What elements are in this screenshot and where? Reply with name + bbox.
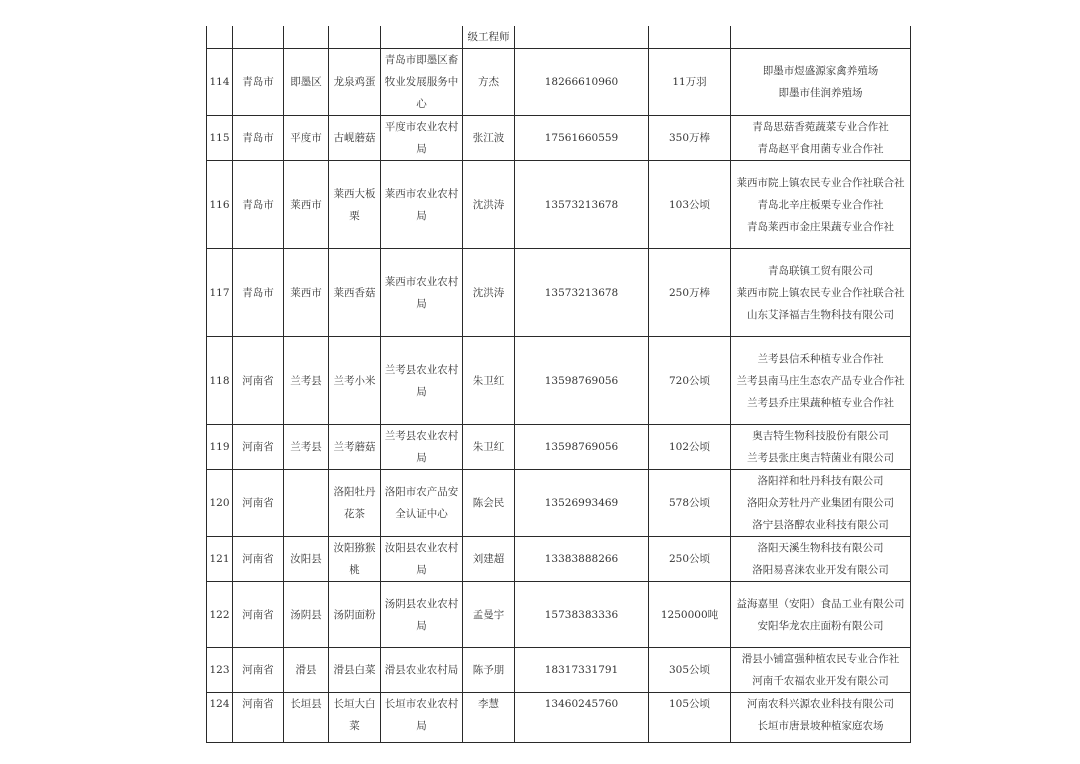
table-cell (515, 26, 649, 49)
entity-name: 青岛北辛庄板栗专业合作社 (757, 198, 884, 211)
entity-name: 滑县小铺富强种植农民专业合作社 (741, 653, 900, 665)
product-cell: 汤阴面粉 (329, 582, 381, 648)
contact-cell: 李慧 (463, 693, 515, 743)
province-cell: 青岛市 (233, 161, 284, 249)
product-cell: 长垣大白菜 (329, 693, 381, 743)
row-number: 114 (207, 49, 233, 116)
table-row (207, 337, 911, 425)
table-cell (381, 26, 463, 49)
contact-cell: 沈洪涛 (463, 161, 515, 249)
entities-cell (731, 337, 911, 425)
province-cell: 青岛市 (233, 49, 284, 116)
entities-cell (731, 249, 911, 337)
org-cell: 洛阳市农产品安全认证中心 (381, 470, 463, 537)
org-cell: 莱西市农业农村局 (381, 161, 463, 249)
table-cell (329, 26, 381, 49)
org-cell: 兰考县农业农村局 (381, 425, 463, 470)
contact-cell: 陈予朋 (463, 648, 515, 693)
province-cell: 青岛市 (233, 116, 284, 161)
phone-cell: 13598769056 (515, 425, 649, 470)
entity-name: 青岛联镇工贸有限公司 (768, 264, 873, 277)
entities-cell (731, 116, 911, 161)
entity-name: 山东艾泽福吉生物科技有限公司 (747, 308, 894, 321)
phone-cell: 13460245760 (515, 693, 649, 743)
row-number: 121 (207, 537, 233, 582)
province-cell: 河南省 (233, 425, 284, 470)
product-cell: 莱西香菇 (329, 249, 381, 337)
org-cell: 汤阴县农业农村局 (381, 582, 463, 648)
row-number: 124 (207, 693, 233, 743)
entity-name: 青岛思菇香菀蔬菜专业合作社 (752, 121, 889, 133)
row-number: 122 (207, 582, 233, 648)
row-number: 119 (207, 425, 233, 470)
contact-cell: 刘建超 (463, 537, 515, 582)
entity-name: 兰考县张庄奥吉特菌业有限公司 (747, 452, 894, 464)
county-cell: 兰考县 (284, 337, 329, 425)
table-row (207, 537, 911, 582)
province-cell: 河南省 (233, 648, 284, 693)
scale-cell: 250公顷 (649, 537, 731, 582)
table-cell (233, 26, 284, 49)
product-cell: 汝阳猕猴桃 (329, 537, 381, 582)
entity-name: 兰考县信禾种植专业合作社 (757, 352, 884, 365)
product-cell: 兰考蘑菇 (329, 425, 381, 470)
county-cell: 莱西市 (284, 161, 329, 249)
county-cell: 兰考县 (284, 425, 329, 470)
entity-name: 洛阳祥和牡丹科技有限公司 (757, 475, 884, 487)
table-cell (649, 26, 731, 49)
entity-name: 莱西市院上镇农民专业合作社联合社 (736, 286, 905, 299)
table-row (207, 161, 911, 249)
entities-cell (731, 49, 911, 116)
product-cell: 滑县白菜 (329, 648, 381, 693)
entities-cell (731, 693, 911, 743)
entity-name: 兰考县乔庄果蔬种植专业合作社 (747, 396, 894, 409)
table-cell (284, 26, 329, 49)
org-cell: 汝阳县农业农村局 (381, 537, 463, 582)
entity-name: 益海嘉里（安阳）食品工业有限公司 (736, 597, 905, 610)
product-cell: 兰考小米 (329, 337, 381, 425)
entities-cell (731, 425, 911, 470)
table-row (207, 116, 911, 161)
county-cell: 汤阴县 (284, 582, 329, 648)
phone-cell: 13383888266 (515, 537, 649, 582)
county-cell: 汝阳县 (284, 537, 329, 582)
scale-cell: 720公顷 (649, 337, 731, 425)
entity-name: 即墨市煜盛源家禽养殖场 (762, 65, 879, 77)
entity-name: 莱西市院上镇农民专业合作社联合社 (736, 176, 905, 189)
phone-cell: 15738383336 (515, 582, 649, 648)
product-cell: 古岘蘑菇 (329, 116, 381, 161)
entity-name: 奥吉特生物科技股份有限公司 (752, 430, 889, 442)
table-cell (731, 26, 911, 49)
phone-cell: 17561660559 (515, 116, 649, 161)
county-cell: 平度市 (284, 116, 329, 161)
row-number: 118 (207, 337, 233, 425)
province-cell: 河南省 (233, 470, 284, 537)
entity-name: 洛阳易喜涞农业开发有限公司 (752, 564, 889, 576)
table-cell (207, 26, 233, 49)
county-cell: 长垣县 (284, 693, 329, 743)
org-cell: 长垣市农业农村局 (381, 693, 463, 743)
contact-cell: 沈洪涛 (463, 249, 515, 337)
table-row (207, 470, 911, 537)
entity-name: 青岛莱西市金庄果蔬专业合作社 (747, 220, 894, 233)
phone-cell: 13573213678 (515, 161, 649, 249)
entities-cell (731, 648, 911, 693)
table-row (207, 425, 911, 470)
entity-name: 长垣市唐景坡种植家庭农场 (757, 720, 884, 732)
table-row (207, 249, 911, 337)
province-cell: 河南省 (233, 582, 284, 648)
continuation-row (207, 26, 911, 49)
county-cell (284, 470, 329, 537)
county-cell: 即墨区 (284, 49, 329, 116)
product-cell: 龙泉鸡蛋 (329, 49, 381, 116)
org-cell: 青岛市即墨区畜牧业发展服务中心 (381, 49, 463, 116)
entities-cell (731, 537, 911, 582)
entity-name: 河南千农福农业开发有限公司 (752, 675, 889, 687)
province-cell: 青岛市 (233, 249, 284, 337)
phone-cell: 13598769056 (515, 337, 649, 425)
table-row (207, 648, 911, 693)
position-cell: 级工程师 (463, 26, 515, 49)
org-cell: 滑县农业农村局 (381, 648, 463, 693)
scale-cell: 578公顷 (649, 470, 731, 537)
org-cell: 平度市农业农村局 (381, 116, 463, 161)
entities-cell (731, 161, 911, 249)
county-cell: 莱西市 (284, 249, 329, 337)
phone-cell: 13573213678 (515, 249, 649, 337)
scale-cell: 103公顷 (649, 161, 731, 249)
county-cell: 滑县 (284, 648, 329, 693)
scale-cell: 102公顷 (649, 425, 731, 470)
product-registry-table (206, 26, 911, 743)
row-number: 116 (207, 161, 233, 249)
product-cell: 洛阳牡丹花茶 (329, 470, 381, 537)
scale-cell: 305公顷 (649, 648, 731, 693)
phone-cell: 18317331791 (515, 648, 649, 693)
entity-name: 青岛赵平食用菌专业合作社 (757, 143, 884, 155)
scale-cell: 1250000吨 (649, 582, 731, 648)
entity-name: 兰考县南马庄生态农产品专业合作社 (736, 374, 905, 387)
contact-cell: 朱卫红 (463, 425, 515, 470)
entity-name: 安阳华龙农庄面粉有限公司 (757, 619, 884, 632)
contact-cell: 陈会民 (463, 470, 515, 537)
entity-name: 洛阳众芳牡丹产业集团有限公司 (747, 497, 894, 509)
scale-cell: 105公顷 (649, 693, 731, 743)
product-cell: 莱西大板栗 (329, 161, 381, 249)
contact-cell: 孟曼宇 (463, 582, 515, 648)
entity-name: 洛阳天溪生物科技有限公司 (757, 542, 884, 554)
scale-cell: 350万棒 (649, 116, 731, 161)
entity-name: 洛宁县洛醇农业科技有限公司 (752, 519, 889, 531)
scale-cell: 11万羽 (649, 49, 731, 116)
province-cell: 河南省 (233, 537, 284, 582)
phone-cell: 18266610960 (515, 49, 649, 116)
row-number: 115 (207, 116, 233, 161)
table-row (207, 49, 911, 116)
contact-cell: 方杰 (463, 49, 515, 116)
contact-cell: 张江波 (463, 116, 515, 161)
entity-name: 河南农科兴源农业科技有限公司 (747, 698, 894, 710)
phone-cell: 13526993469 (515, 470, 649, 537)
org-cell: 兰考县农业农村局 (381, 337, 463, 425)
row-number: 117 (207, 249, 233, 337)
province-cell: 河南省 (233, 693, 284, 743)
entity-name: 即墨市佳润养殖场 (778, 87, 863, 99)
row-number: 120 (207, 470, 233, 537)
entities-cell (731, 470, 911, 537)
contact-cell: 朱卫红 (463, 337, 515, 425)
table-row (207, 693, 911, 743)
table-row (207, 582, 911, 648)
row-number: 123 (207, 648, 233, 693)
org-cell: 莱西市农业农村局 (381, 249, 463, 337)
entities-cell (731, 582, 911, 648)
province-cell: 河南省 (233, 337, 284, 425)
scale-cell: 250万棒 (649, 249, 731, 337)
